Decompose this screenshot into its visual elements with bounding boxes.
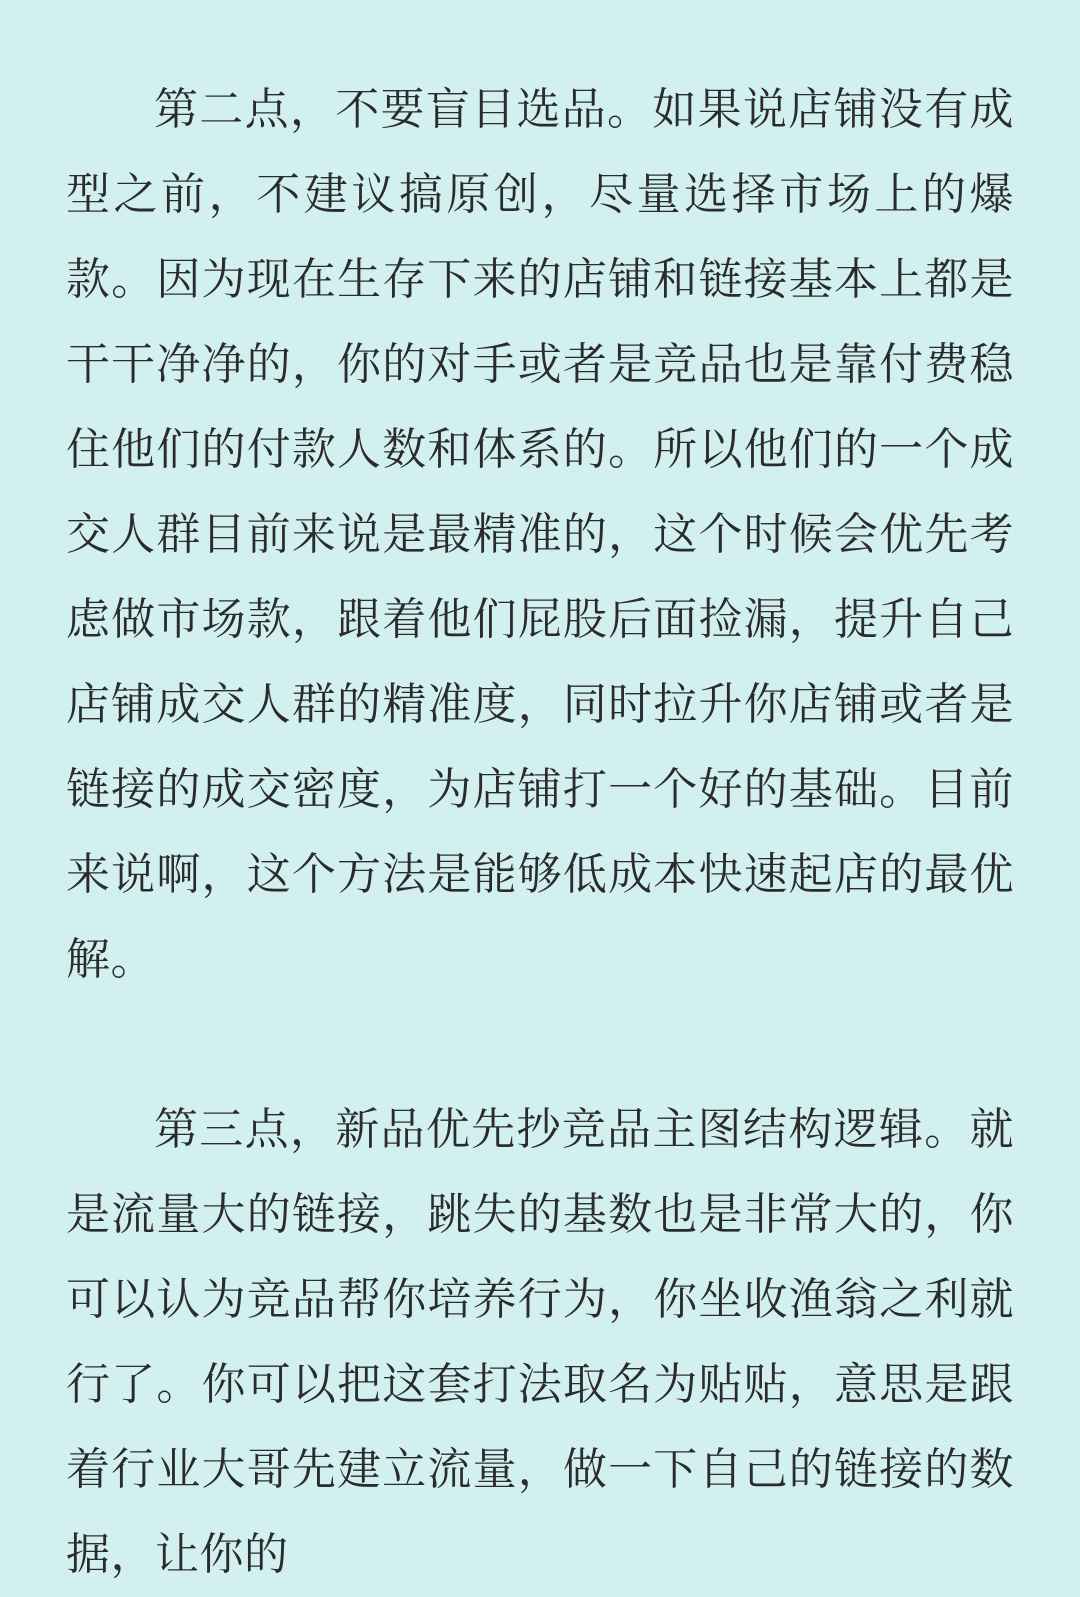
paragraph-point-three: 第三点，新品优先抄竞品主图结构逻辑。就是流量大的链接，跳失的基数也是非常大的，你可以认为竞品帮你培养行为，你坐收渔翁之利就行了。你可以把这套打法取名为贴贴，意思是跟着行业大哥先建立流量，做一下自己的链接的数据，让你的 — [66, 1104, 1014, 1580]
paragraph-point-two: 第二点，不要盲目选品。如果说店铺没有成型之前，不建议搞原创，尽量选择市场上的爆款。因为现在生存下来的店铺和链接基本上都是干干净净的，你的对手或者是竞品也是靠付费稳住他们的付款人数和体系的。所以他们的一个成交人群目前来说是最精准的，这个时候会优先考虑做市场款，跟着他们屁股后面捡漏，提升自己店铺成交人群的精准度，同时拉升你店铺或者是链接的成交密度，为店铺打一个好的基础。目前来说啊，这个方法是能够低成本快速起店的最优解。 — [66, 84, 1014, 985]
article-body — [66, 67, 1014, 1597]
